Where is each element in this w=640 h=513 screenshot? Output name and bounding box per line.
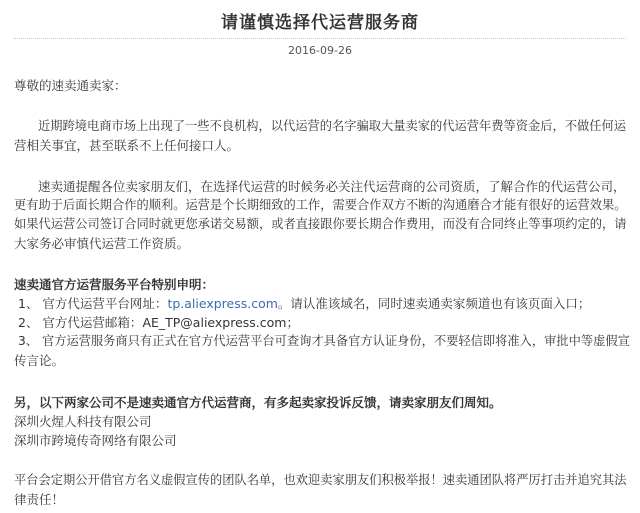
title-divider — [14, 38, 626, 39]
statement-item-1 — [18, 294, 590, 313]
statement-item-1-suffix: 。请认准该域名，同时速卖通卖家频道也有该页面入口； — [277, 296, 591, 311]
para2-line4: 大家务必审慎代运营工作资质。 — [14, 236, 190, 251]
closing-line1: 平台会定期公开借官方名义虚假宣传的团队名单，也欢迎卖家朋友们积极举报！速卖通团队将严厉打击并追究其法 — [14, 473, 627, 487]
page-title: 请谨慎选择代运营服务商 — [221, 13, 419, 33]
greeting: 尊敬的速卖通卖家： — [14, 78, 127, 93]
official-platform-link[interactable]: tp.aliexpress.com — [167, 296, 278, 311]
para2-line3: 如果代运营公司签订合同时就更您承诺交易额，或者直接跟你要长期合作费用，而没有合同终止等事项约定的，请 — [14, 217, 627, 231]
para1-line2: 营相关事宜，甚至联系不上任何接口人。 — [14, 138, 240, 153]
publish-date: 2016-09-26 — [288, 44, 352, 57]
statement-item-2-suffix: ； — [286, 315, 299, 330]
statement-item-2-prefix: 2、 官方代运营邮箱： — [18, 315, 143, 330]
official-email: AE_TP@aliexpress.com — [142, 315, 287, 330]
company-item: 深圳火煋人科技有限公司 — [14, 414, 152, 429]
para2-line2: 更有助于后面长期合作的顺利。运营是个长期细致的工作，需要合作双方不断的沟通磨合才能有很好的运营效果。 — [14, 198, 627, 212]
closing-line2: 律责任！ — [14, 492, 65, 507]
statement-item-1-prefix: 1、 官方代运营平台网址： — [18, 296, 168, 311]
statement-item-2 — [18, 313, 299, 332]
para2-line1: 速卖通提醒各位卖家朋友们，在选择代运营的时候务必关注代运营商的公司资质，了解合作的代运营公司， — [38, 179, 626, 194]
statement-item-3-line1: 3、 官方运营服务商只有正式在官方代运营平台可查询才具备官方认证身份，不要轻信即将准入，审批中等虚假宣 — [18, 334, 630, 348]
company-item: 深圳市跨境传奇网络有限公司 — [14, 433, 177, 448]
warning-heading: 另，以下两家公司不是速卖通官方代运营商，有多起卖家投诉反馈，请卖家朋友们周知。 — [14, 395, 502, 410]
para1-line1: 近期跨境电商市场上出现了一些不良机构，以代运营的名字骗取大量卖家的代运营年费等资金后，不做任何运 — [38, 119, 626, 133]
statement-heading: 速卖通官方运营服务平台特别申明： — [14, 277, 215, 292]
statement-item-3-line2: 传言论。 — [14, 353, 65, 368]
